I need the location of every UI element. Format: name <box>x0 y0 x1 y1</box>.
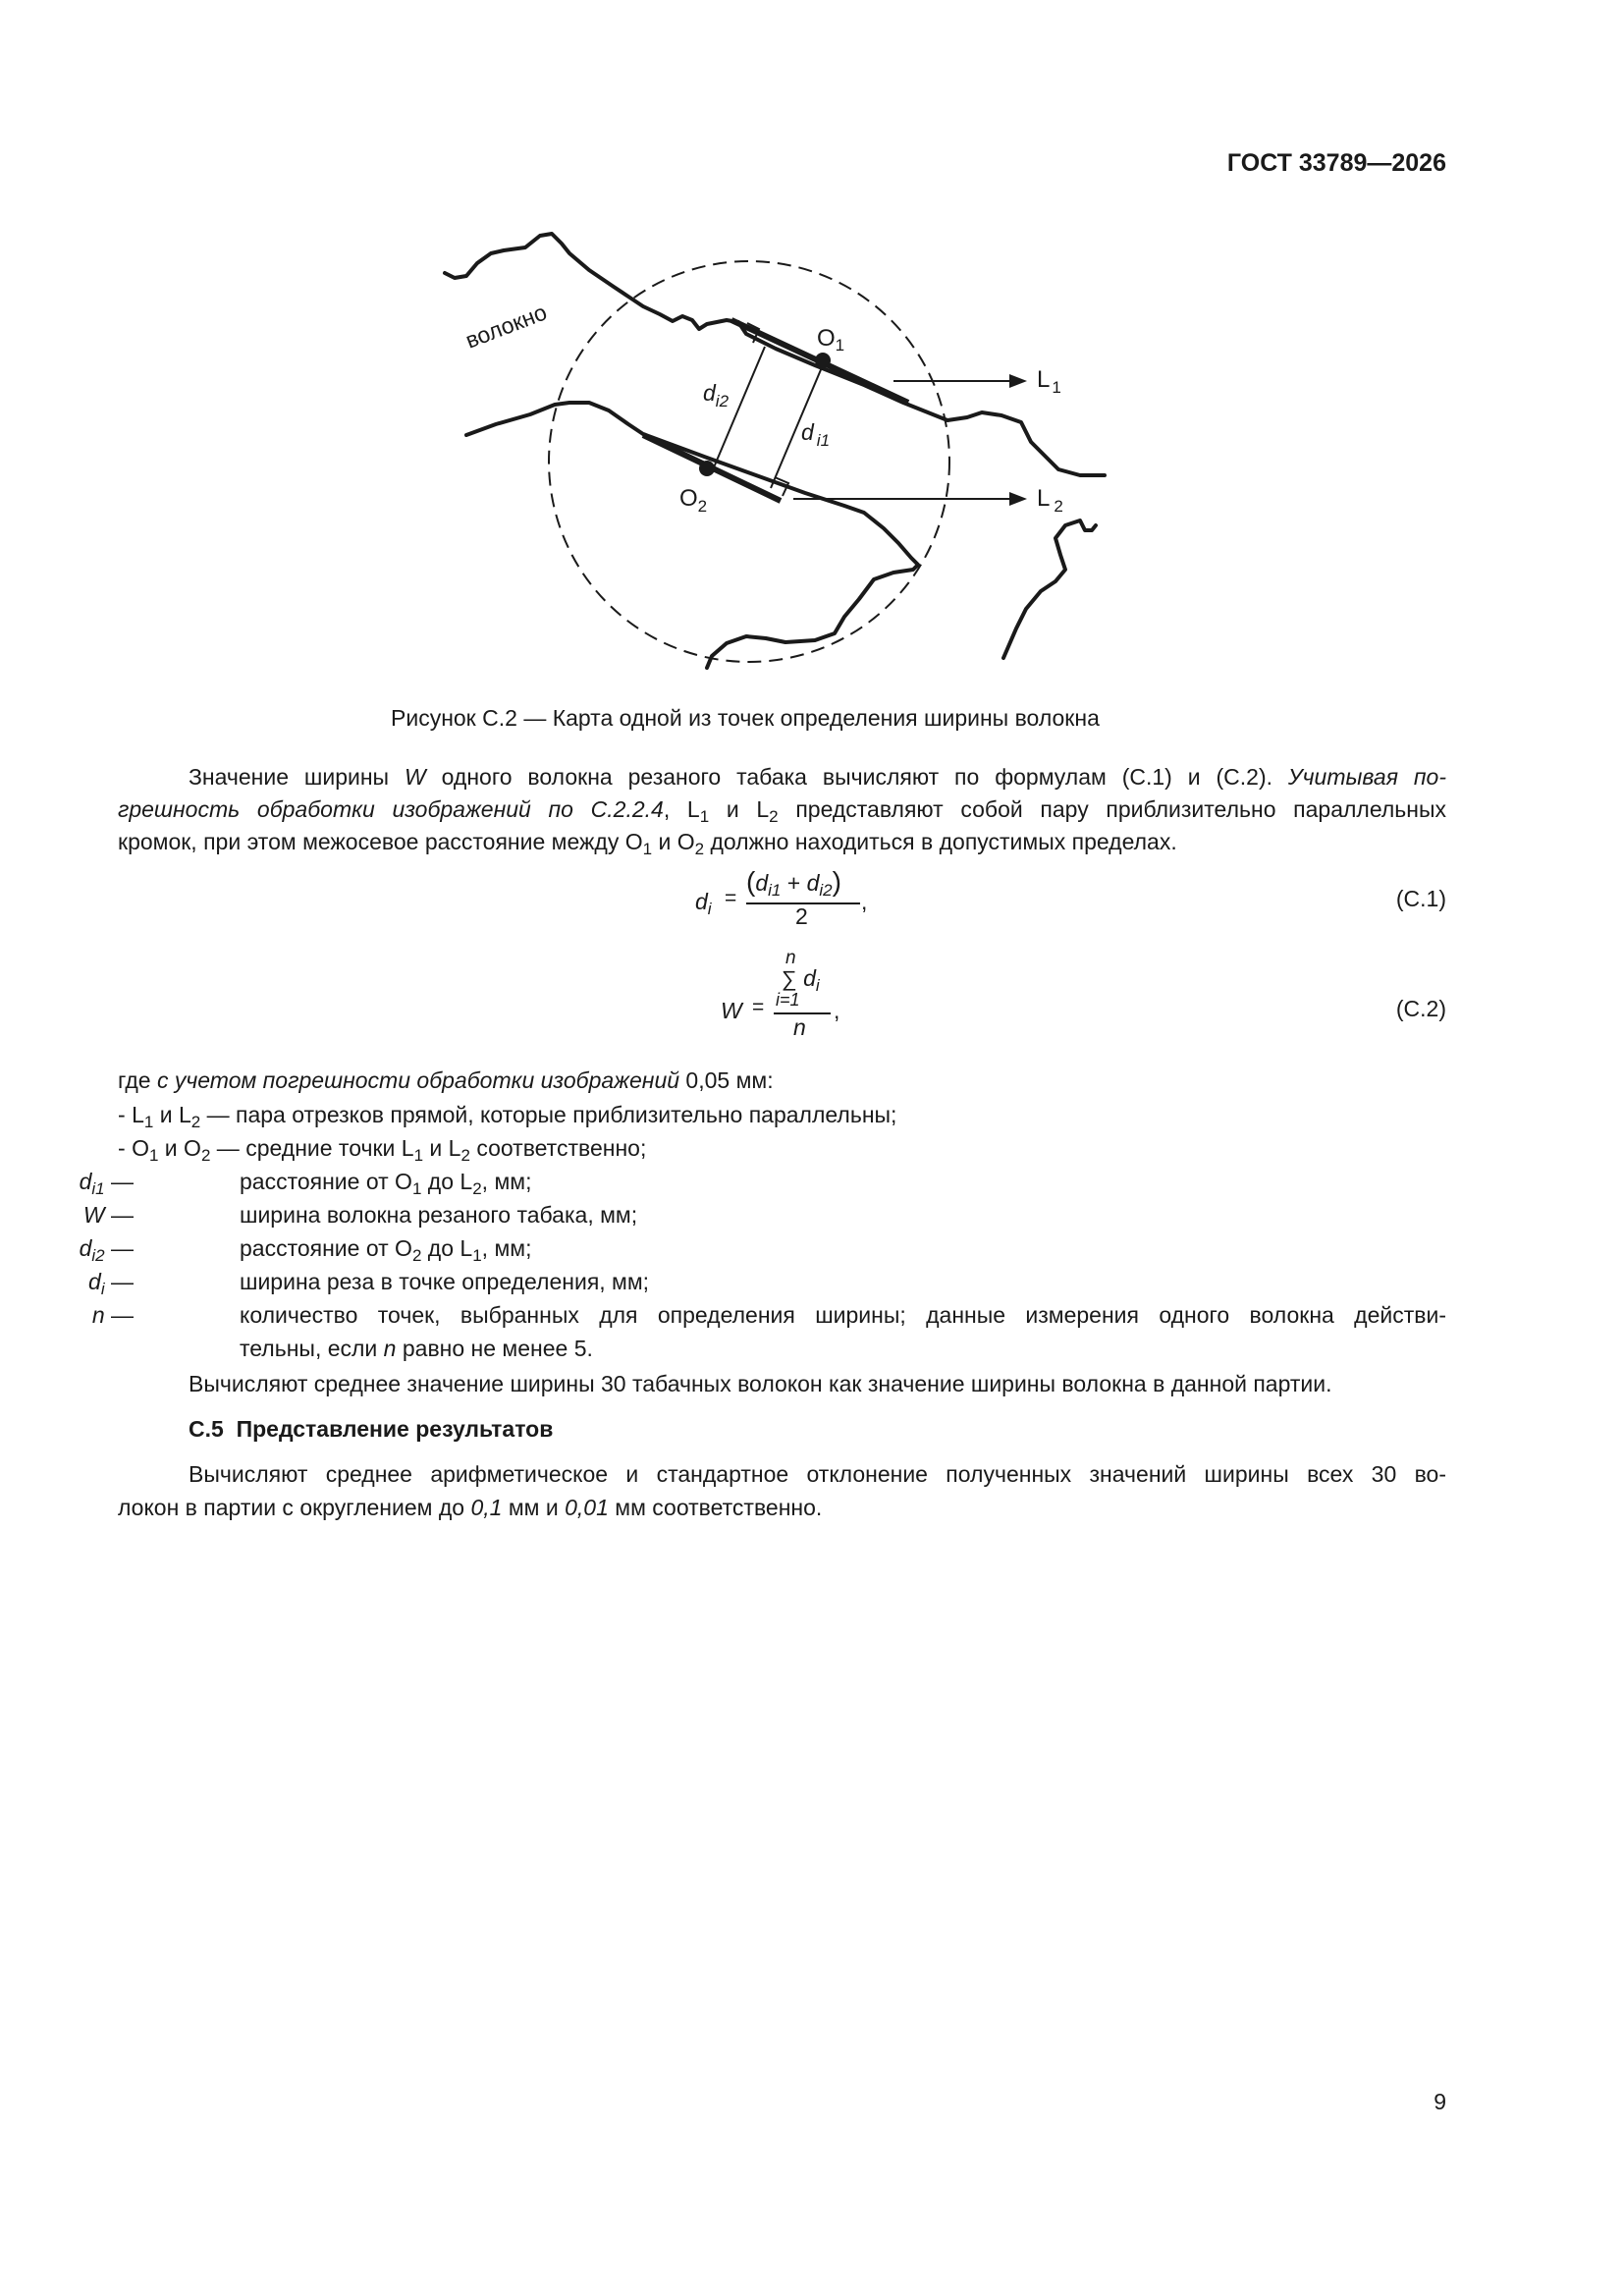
label-L2: L $_2$ <box>1037 485 1063 516</box>
legend-O1-O2: - $O_1$ и $O_2$ — средние точки $L_1$ и $L_2$ соответственно; <box>118 1135 647 1165</box>
where-clause: где с учетом погрешности обработки изображений 0,05 мм: <box>118 1067 774 1093</box>
arrow-L2-head <box>1009 492 1027 506</box>
paragraph-1-line-1: Значение ширины W одного волокна резаного табака вычисляют по формулам (С.1) и (С.2). Учитывая по- <box>189 764 1447 790</box>
formula-c2-lhs: W <box>721 998 742 1023</box>
measurement-circle <box>549 261 949 662</box>
fiber-fragment <box>1003 520 1096 658</box>
formula-c2-upper-limit: n <box>785 948 796 968</box>
formula-c1-comma: , <box>861 889 868 914</box>
fiber-width-figure <box>432 221 1139 683</box>
formula-c1-number: (С.1) <box>1395 886 1446 911</box>
page-number: 9 <box>1434 2089 1446 2114</box>
paragraph-3-line-1: Вычисляют среднее арифметическое и стандартное отклонение полученных значений ширины всех 30 во- <box>189 1461 1446 1487</box>
arrow-L1-head <box>1009 374 1027 388</box>
label-di1: d $_{i1}$ <box>801 419 831 450</box>
formula-c1-denominator: 2 <box>795 903 808 929</box>
legend-di2: $d_{i2}$ — расстояние от $O_2$ до $L_1$, мм; <box>79 1235 532 1265</box>
legend-n-continued: тельны, если n равно не менее 5. <box>240 1336 593 1361</box>
formula-c2-denominator: n <box>793 1014 806 1040</box>
formula-c2-comma: , <box>834 998 840 1023</box>
legend-n: n — количество точек, выбранных для определения ширины; данные измерения одного волокна действи- <box>91 1302 1446 1328</box>
legend-di: $d_i$ — ширина реза в точке определения, мм; <box>88 1269 650 1298</box>
formula-c2-number: (С.2) <box>1395 996 1446 1021</box>
legend-L1-L2: - $L_1$ и $L_2$ — пара отрезков прямой, которые приблизительно параллельны; <box>118 1102 897 1131</box>
paragraph-1-line-3: кромок, при этом межосевое расстояние между $O_1$ и $O_2$ должно находиться в допустимых пределах. <box>118 829 1177 858</box>
formula-c1-lhs: $d_i$ <box>695 889 712 918</box>
formula-c1-numerator: $(d_{i1} + d_{i2})$ <box>746 866 841 900</box>
legend-W: W — ширина волокна резаного табака, мм; <box>82 1202 638 1228</box>
label-O1: $O_1$ <box>817 325 845 355</box>
distance-di1-line <box>771 360 825 488</box>
paragraph-1-line-2: грешность обработки изображений по С.2.2.4, $L_1$ и $L_2$ представляют собой пару приблизительно параллельных <box>118 796 1446 826</box>
paragraph-2: Вычисляют среднее значение ширины 30 табачных волокон как значение ширины волокна в данной партии. <box>189 1371 1332 1396</box>
label-di2: $d_{i2}$ <box>703 380 730 410</box>
right-angle-marker-bottom <box>775 477 788 496</box>
formula-c1-eq: = <box>725 887 737 909</box>
fiber-lower-edge <box>466 403 918 668</box>
midpoint-O1 <box>815 353 831 368</box>
figure-caption: Рисунок С.2 — Карта одной из точек определения ширины волокна <box>391 705 1100 731</box>
label-O2: $O_2$ <box>679 485 708 516</box>
legend-di1: $d_{i1}$ — расстояние от $O_1$ до $L_2$, мм; <box>79 1169 532 1198</box>
document-id: ГОСТ 33789—2026 <box>1226 149 1446 177</box>
label-L1: L $_1$ <box>1037 366 1061 397</box>
formula-c2-sum: ∑ $d_i$ <box>782 965 820 995</box>
section-heading: С.5 Представление результатов <box>189 1416 554 1442</box>
formula-c2-lower-limit: i=1 <box>776 990 800 1010</box>
fiber-label: волокно <box>461 299 551 354</box>
formula-c2-eq: = <box>752 996 765 1018</box>
fiber-upper-edge <box>445 234 1105 475</box>
midpoint-O2 <box>699 461 715 476</box>
paragraph-3-line-2: локон в партии с округлением до 0,1 мм и 0,01 мм соответственно. <box>118 1495 823 1520</box>
